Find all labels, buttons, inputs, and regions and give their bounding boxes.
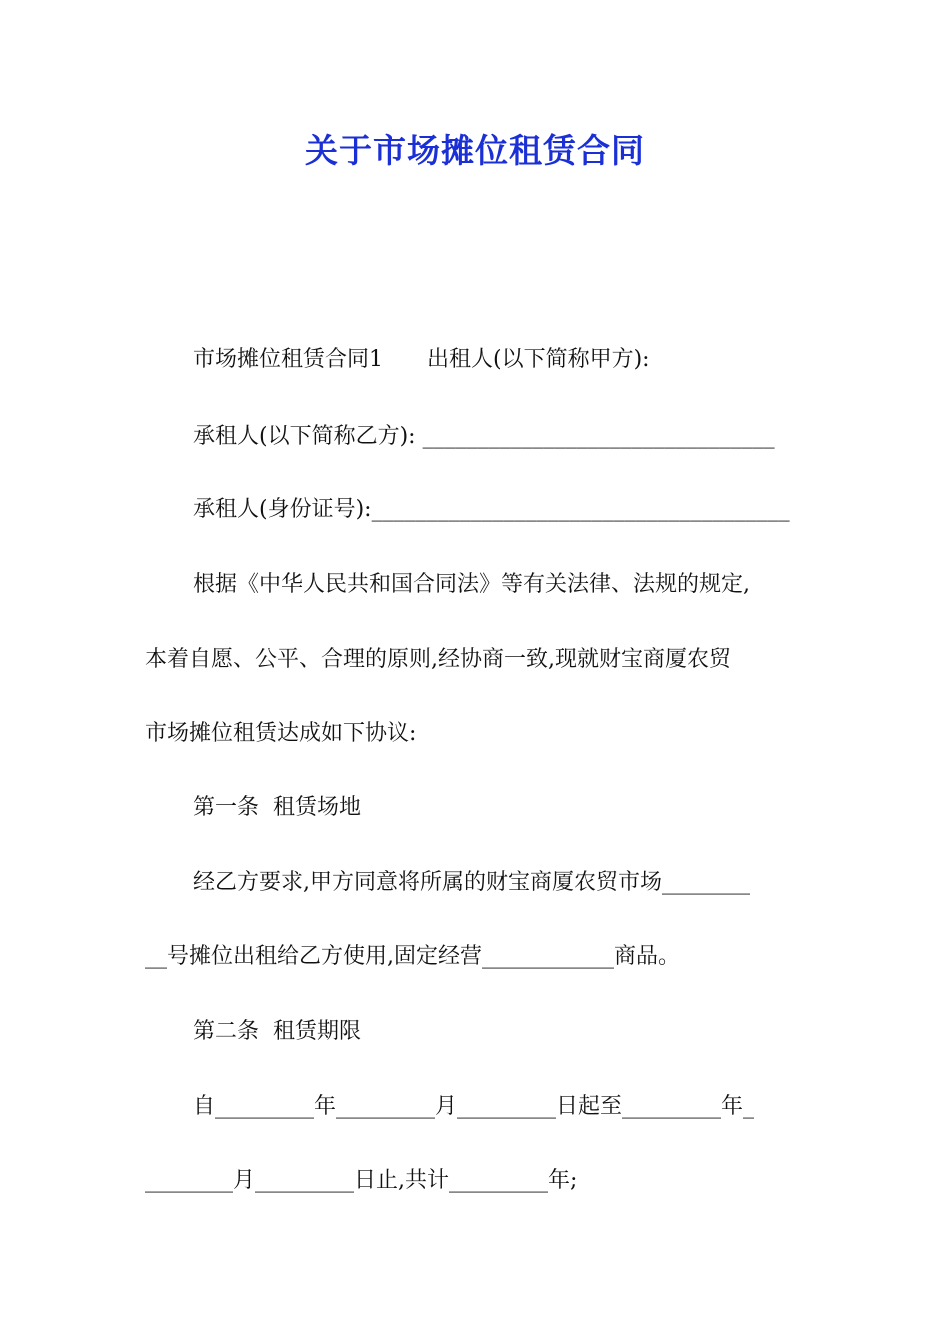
paragraph-line-8: __号摊位出租给乙方使用,固定经营____________商品。 <box>145 944 680 969</box>
section-heading-1: 第一条 租赁场地 <box>193 795 361 820</box>
page-title: 关于市场摊位租赁合同 <box>305 131 645 170</box>
paragraph-line-5: 本着自愿、公平、合理的原则,经协商一致,现就财宝商厦农贸 <box>145 647 731 672</box>
paragraph-line-6: 市场摊位租赁达成如下协议: <box>145 721 417 746</box>
paragraph-line-9: 自_________年_________月_________日起至_________年_ <box>193 1094 755 1119</box>
paragraph-line-10: ________月_________日止,共计_________年; <box>145 1168 578 1193</box>
paragraph-line-7: 经乙方要求,甲方同意将所属的财宝商厦农贸市场________ <box>193 870 750 895</box>
paragraph-line-3: 承租人(身份证号):______________________________________ <box>193 497 790 522</box>
paragraph-line-2: 承租人(以下简称乙方): ________________________________ <box>193 424 775 449</box>
paragraph-line-4: 根据《中华人民共和国合同法》等有关法律、法规的规定, <box>193 572 750 597</box>
paragraph-line-1: 市场摊位租赁合同1 出租人(以下简称甲方): <box>193 347 650 372</box>
section-heading-2: 第二条 租赁期限 <box>193 1019 361 1044</box>
